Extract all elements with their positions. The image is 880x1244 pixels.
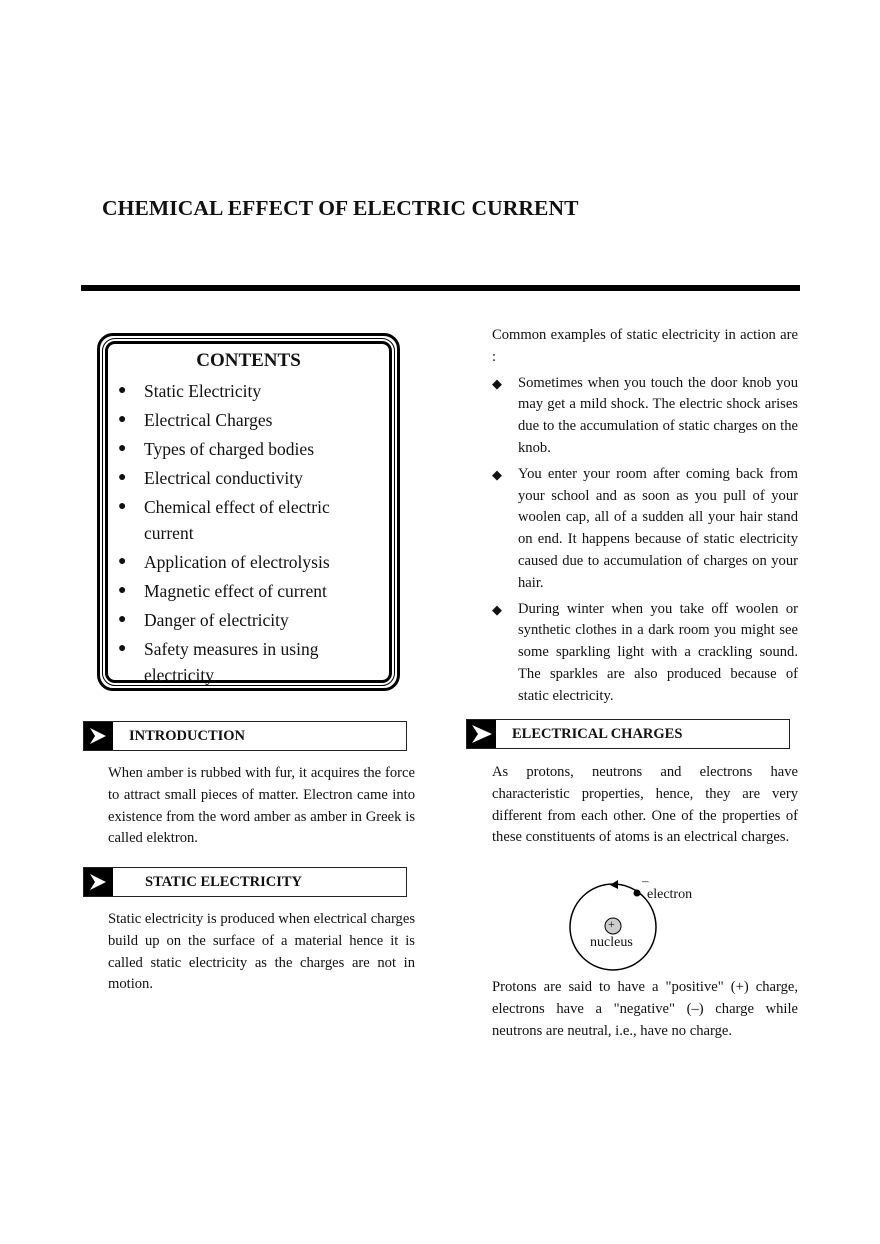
static-text: Static electricity is produced when electrical charges build up on the surface of a material hence it is called static electricity as the charges are not in motion. [108,911,415,993]
contents-item-label: Types of charged bodies [144,439,315,459]
example-item [492,464,798,595]
contents-item [118,378,379,404]
arrow-icon [84,868,113,896]
title-rule [81,285,800,291]
electron-label: electron [647,887,693,902]
examples-intro: Common examples of static electricity in action are : [492,327,798,365]
bullet-icon: ● [118,441,127,456]
contents-item [118,465,379,491]
bullet-icon: ● [118,499,127,514]
contents-item-label: Electrical conductivity [144,468,303,488]
contents-list [118,378,379,688]
contents-heading: CONTENTS [196,350,301,371]
diamond-bullet-icon: ◆ [492,466,502,482]
examples-list [492,373,798,708]
charges-text: As protons, neutrons and electrons have characteristic properties, hence, they are very different from each other. One of the properties of these constituents of atoms is an electrical charges. [492,764,798,846]
bullet-icon: ● [118,383,127,398]
contents-item-label: Electrical Charges [144,410,273,430]
section-header-static [83,867,407,897]
bullet-icon: ● [118,583,127,598]
page-title: CHEMICAL EFFECT OF ELECTRIC CURRENT [102,196,579,220]
arrow-icon [467,720,496,748]
introduction-heading: INTRODUCTION [129,727,246,744]
contents-item [118,494,379,546]
contents-item-label: Application of electrolysis [144,552,330,572]
diamond-bullet-icon: ◆ [492,375,502,391]
section-header-introduction [83,721,407,751]
contents-item [118,636,379,688]
examples-section [492,325,798,708]
contents-box [97,333,400,691]
example-text: Sometimes when you touch the door knob you may get a mild shock. The electric shock arises due to the accumulation of static charges on the knob. [518,374,798,456]
contents-item [118,607,379,633]
contents-item-label: Magnetic effect of current [144,581,327,601]
contents-item [118,407,379,433]
contents-item [118,436,379,462]
static-heading: STATIC ELECTRICITY [145,873,302,890]
contents-item-label: Danger of electricity [144,610,289,630]
contents-item-label: Static Electricity [144,381,262,401]
diamond-bullet-icon: ◆ [492,601,502,617]
charges-heading: ELECTRICAL CHARGES [512,725,683,742]
section-header-charges [466,719,790,749]
contents-item-label: Chemical effect of electric current [144,497,330,543]
arrow-icon [84,722,113,750]
example-text: You enter your room after coming back from your school and as soon as you pull of your woolen cap, all of a sudden all your hair stand on end. It happens because of static electricity caused due to accumulation of charges on your hair. [518,465,798,591]
example-text: During winter when you take off woolen or synthetic clothes in a dark room you might see some sparkling light with a crackling sound. The sparkles are also produced because of static electricity. [518,600,798,704]
bullet-icon: ● [118,412,127,427]
contents-item-label: Safety measures in using electricity [144,639,319,685]
bullet-icon: ● [118,612,127,627]
electron-sign: – [642,873,649,888]
nucleus-label: nucleus [590,935,633,950]
example-item [492,373,798,460]
bullet-icon: ● [118,470,127,485]
atom-diagram [560,870,710,980]
contents-item [118,549,379,575]
contents-item [118,578,379,604]
charges-text-2: Protons are said to have a "positive" (+) charge, electrons have a "negative" (–) charge while neutrons are neutral, i.e., have no charge. [492,979,798,1039]
introduction-text: When amber is rubbed with fur, it acquires the force to attract small pieces of matter. Electron came into existence from the word amber as amber in Greek is called elektron. [108,765,415,847]
example-item [492,599,798,708]
bullet-icon: ● [118,641,127,656]
bullet-icon: ● [118,554,127,569]
nucleus-sign: + [608,917,615,931]
